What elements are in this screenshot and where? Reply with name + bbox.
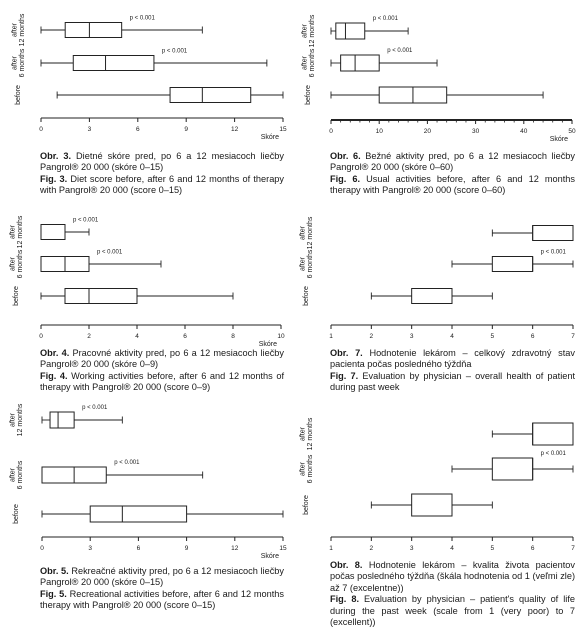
caption-en-label: Fig. 7. [330, 370, 359, 381]
caption-sk-label: Obr. 4. [40, 348, 70, 358]
iqr-box [412, 494, 452, 516]
category-label: after [299, 225, 307, 241]
x-tick-label: 10 [375, 128, 383, 135]
chart-obr8-svg [290, 398, 581, 558]
x-tick-label: 2 [369, 333, 374, 340]
box-0 [299, 416, 581, 450]
x-tick-label: 6 [135, 126, 140, 133]
category-label: before [15, 85, 22, 105]
caption-sk-text: Rekreačné aktivity pred, po 6 a 12 mesiacoch liečby Pangrol® 20 000 (skóre 0–15) [40, 566, 285, 588]
caption-sk-label: Obr. 6. [330, 151, 361, 161]
category-label: after [9, 224, 17, 240]
category-label: 6 months [308, 48, 316, 78]
category-label: 6 months [16, 249, 24, 279]
category-label: 12 months [308, 14, 316, 48]
x-tick-label: 15 [279, 545, 287, 552]
category-label: before [303, 286, 310, 306]
chart-obr5 [0, 398, 290, 558]
category-label: after [9, 467, 17, 483]
chart-obr7 [290, 206, 581, 344]
category-label: 12 months [306, 216, 314, 250]
x-tick-label: 4 [450, 333, 454, 340]
x-tick-label: 6 [530, 545, 535, 552]
x-tick-label: 30 [471, 128, 480, 135]
caption-sk [330, 560, 575, 594]
x-tick-label: 4 [135, 333, 139, 340]
box-2 [13, 286, 233, 306]
box-2 [305, 85, 543, 105]
category-label: 12 months [306, 417, 314, 451]
caption-sk [330, 151, 575, 174]
caption-sk-text: Hodnotenie lekárom – kvalita života pacientov počas posledného týždňa (škála hodnotenia od 1 (veľmi zle) až 7 (excelentne)) [330, 560, 576, 593]
caption-obr7 [330, 348, 575, 394]
caption-en [40, 589, 284, 612]
caption-sk [330, 348, 575, 371]
iqr-box [533, 423, 573, 445]
x-tick-label: 4 [450, 545, 454, 552]
iqr-box [73, 56, 154, 71]
box-2 [13, 504, 283, 524]
x-axis-title: Skóre [258, 341, 277, 348]
category-label: after [299, 426, 307, 442]
caption-en-text: Usual activities before, after 6 and 12 months therapy with Pangrol® 20 000 (score 0–60) [330, 173, 575, 196]
iqr-box [65, 289, 137, 304]
caption-en [40, 174, 284, 197]
x-tick-label: 3 [409, 333, 414, 340]
category-label: 6 months [18, 48, 26, 78]
iqr-box [41, 225, 65, 240]
x-tick-label: 7 [571, 333, 575, 340]
caption-en-label: Fig. 8. [330, 594, 359, 605]
x-axis-title: Skóre [260, 134, 279, 141]
x-tick-label: 12 [231, 545, 239, 552]
caption-en-label: Fig. 3. [40, 173, 68, 184]
x-tick-label: 0 [39, 126, 43, 133]
chart-obr4 [0, 206, 290, 348]
iqr-box [492, 257, 532, 272]
p-value-annotation: p < 0.001 [161, 48, 188, 55]
category-label: 12 months [16, 215, 24, 249]
box-0 [9, 215, 99, 248]
caption-sk [40, 151, 284, 174]
category-label: 12 months [16, 403, 24, 437]
p-value-annotation: p < 0.001 [114, 460, 140, 466]
x-tick-label: 3 [88, 545, 93, 552]
chart-obr8 [290, 398, 581, 558]
box-2 [303, 494, 492, 516]
box-1 [299, 451, 573, 483]
iqr-box [412, 289, 452, 304]
caption-obr5 [40, 566, 284, 612]
x-tick-label: 1 [329, 545, 333, 552]
box-0 [11, 13, 202, 46]
caption-sk [40, 348, 284, 371]
chart-obr4-svg [0, 206, 290, 348]
category-label: 6 months [16, 460, 24, 490]
caption-obr4 [40, 348, 284, 394]
p-value-annotation: p < 0.001 [97, 249, 123, 256]
caption-sk-label: Obr. 5. [40, 566, 69, 576]
caption-en-label: Fig. 5. [40, 588, 67, 599]
x-tick-label: 20 [423, 128, 432, 135]
caption-en-label: Fig. 6. [330, 173, 361, 184]
caption-sk-text: Hodnotenie lekárom – celkový zdravotný stav pacienta počas posledného týždňa [330, 348, 575, 370]
caption-en [330, 174, 575, 197]
category-label: after [299, 256, 307, 272]
p-value-annotation: p < 0.001 [372, 16, 398, 22]
x-tick-label: 8 [231, 333, 235, 340]
p-value-annotation: p < 0.001 [73, 217, 99, 224]
x-tick-label: 15 [279, 126, 287, 133]
caption-en-text: Working activities before, after 6 and 12 months of therapy with Pangrol® 20 000 (score 0–9) [40, 370, 284, 393]
category-label: 12 months [18, 13, 26, 47]
caption-sk-text: Dietné skóre pred, po 6 a 12 mesiacoch liečby Pangrol® 20 000 (skóre 0–15) [40, 151, 285, 173]
category-label: after [301, 23, 309, 39]
x-tick-label: 7 [571, 545, 575, 552]
category-label: after [9, 412, 17, 428]
caption-en-text: Diet score before, after 6 and 12 months of therapy with Pangrol® 20 000 (score 0–15) [40, 173, 285, 196]
category-label: before [13, 504, 20, 524]
caption-sk-label: Obr. 8. [330, 560, 363, 570]
category-label: before [305, 85, 312, 105]
x-tick-label: 12 [230, 126, 239, 133]
iqr-box [492, 458, 532, 480]
caption-sk-label: Obr. 3. [40, 151, 72, 161]
box-1 [301, 48, 437, 77]
box-0 [301, 14, 408, 47]
x-tick-label: 6 [183, 333, 187, 340]
category-label: after [9, 256, 17, 272]
chart-obr6-svg [290, 0, 581, 143]
box-0 [9, 403, 122, 436]
box-1 [9, 249, 161, 278]
x-tick-label: 6 [530, 333, 535, 340]
p-value-annotation: p < 0.001 [129, 15, 155, 22]
chart-obr3 [0, 0, 290, 140]
category-label: 6 months [306, 454, 314, 484]
x-tick-label: 3 [409, 545, 414, 552]
box-1 [11, 48, 267, 77]
caption-sk-text: Pracovné aktivity pred, po 6 a 12 mesiacoch liečby Pangrol® 20 000 (skóre 0–9) [40, 348, 284, 370]
caption-sk-label: Obr. 7. [330, 348, 363, 358]
iqr-box [341, 55, 380, 71]
x-tick-label: 9 [184, 545, 189, 552]
category-label: 6 months [306, 249, 314, 279]
x-tick-label: 5 [490, 333, 495, 340]
p-value-annotation: p < 0.001 [387, 48, 413, 54]
chart-obr3-svg [0, 0, 290, 140]
box-0 [299, 216, 581, 249]
x-tick-label: 6 [136, 545, 141, 552]
caption-en [330, 371, 575, 394]
x-axis-title: Skóre [260, 553, 279, 560]
x-tick-label: 0 [39, 333, 43, 340]
x-tick-label: 40 [520, 128, 528, 135]
iqr-box [336, 23, 365, 39]
caption-obr8 [330, 560, 575, 628]
chart-obr5-svg [0, 398, 290, 558]
iqr-box [50, 412, 74, 428]
caption-en [330, 594, 575, 628]
caption-en-text: Recreational activities before, after 6 and 12 months therapy with Pangrol® 20 000 (score 0–15) [40, 588, 285, 611]
p-value-annotation: p < 0.001 [540, 451, 566, 457]
x-tick-label: 2 [369, 545, 374, 552]
category-label: after [301, 55, 309, 71]
caption-obr3 [40, 151, 284, 197]
p-value-annotation: p < 0.001 [82, 405, 108, 411]
x-tick-label: 3 [87, 126, 92, 133]
caption-en-text: Evaluation by physician – overall health of patient during past week [330, 370, 576, 393]
x-tick-label: 9 [184, 126, 189, 133]
p-value-annotation: p < 0.001 [540, 249, 566, 256]
x-tick-label: 0 [329, 128, 333, 135]
caption-en-text: Evaluation by physician – patient's quality of life during the past week (scale from 1 (very poor) to 7 (excellent)) [330, 594, 575, 628]
category-label: before [303, 495, 310, 515]
category-label: before [13, 286, 20, 306]
chart-obr6 [290, 0, 581, 143]
box-2 [15, 85, 283, 105]
box-2 [303, 286, 492, 306]
x-tick-label: 0 [40, 545, 44, 552]
iqr-box [65, 23, 121, 38]
category-label: after [299, 461, 307, 477]
x-tick-label: 2 [87, 333, 91, 340]
chart-obr7-svg [290, 206, 581, 344]
category-label: after [11, 55, 19, 71]
x-tick-label: 50 [568, 128, 576, 135]
x-axis-title: Skóre [549, 136, 568, 143]
box-1 [9, 460, 202, 489]
caption-sk-text: Bežné aktivity pred, po 6 a 12 mesiacoch liečby Pangrol® 20 000 (skóre 0–60) [330, 151, 575, 173]
x-tick-label: 5 [490, 545, 495, 552]
iqr-box [90, 506, 186, 522]
box-1 [299, 249, 573, 278]
caption-sk [40, 566, 284, 589]
iqr-box [170, 88, 251, 103]
category-label: after [11, 22, 19, 38]
x-tick-label: 10 [277, 333, 285, 340]
iqr-box [533, 226, 573, 241]
caption-en-label: Fig. 4. [40, 370, 68, 381]
caption-obr6 [330, 151, 575, 197]
caption-en [40, 371, 284, 394]
x-tick-label: 1 [329, 333, 333, 340]
